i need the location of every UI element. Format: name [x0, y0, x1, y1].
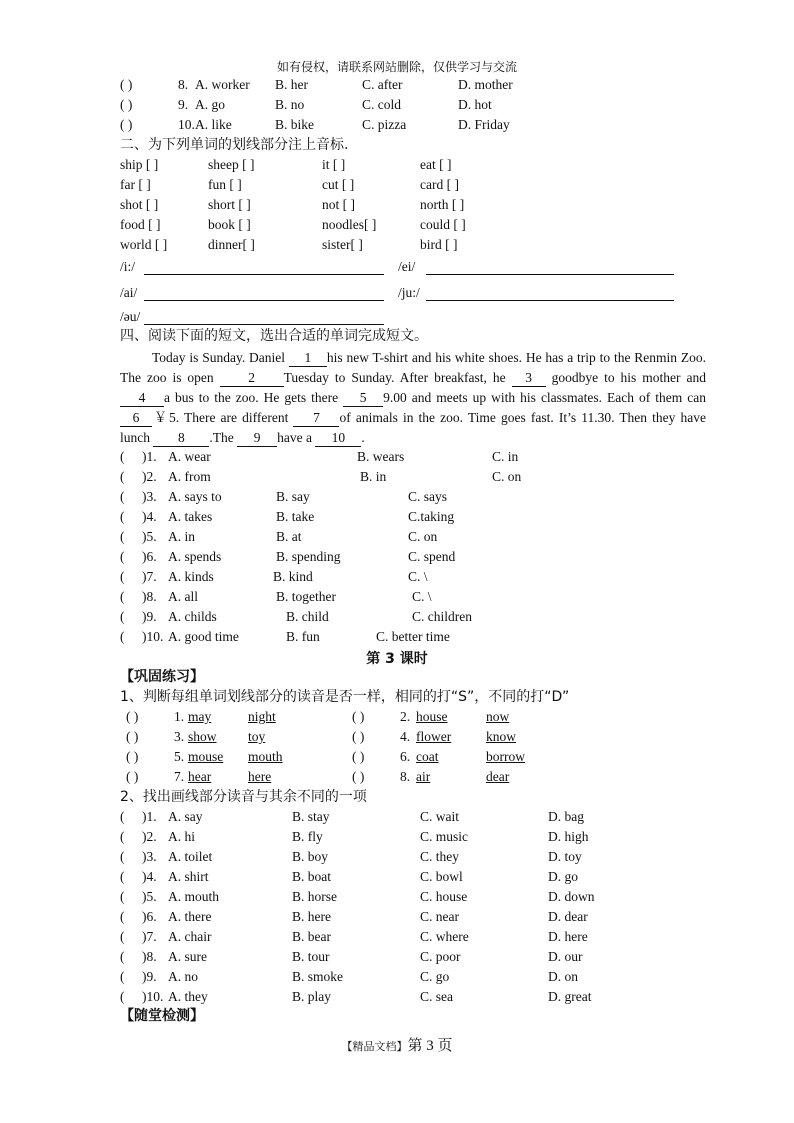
option-b: B. child — [286, 609, 329, 624]
question-number: 5. — [174, 749, 185, 764]
answer-paren: ( ) — [352, 709, 365, 724]
option-c: C. says — [408, 489, 448, 504]
answer-paren: ( ) — [352, 729, 365, 744]
check-title: 【随堂检测】 — [120, 1008, 204, 1024]
answer-paren: ( — [120, 609, 125, 624]
pair-row — [126, 728, 546, 746]
cloze-passage — [120, 348, 706, 448]
option-a: A. they — [168, 989, 208, 1004]
option-c: C. \ — [412, 589, 432, 604]
option-d: D. here — [548, 929, 588, 944]
option-b: B. bear — [292, 929, 331, 944]
question-number: )7. — [142, 569, 157, 584]
question-number: 10. — [178, 117, 195, 132]
question-number: )1. — [142, 449, 157, 464]
ipa-label: /ai/ — [120, 285, 138, 300]
passage-blank: 6 — [120, 410, 152, 427]
question-number: 8. — [400, 769, 411, 784]
option-c: C. children — [412, 609, 472, 624]
passage-text: . — [361, 430, 365, 445]
option-b: B. at — [276, 529, 302, 544]
word-underlined: house — [416, 709, 448, 724]
word-item: eat [ ] — [420, 157, 452, 172]
option-b: B. tour — [292, 949, 330, 964]
option-d: D. on — [548, 969, 578, 984]
answer-paren: ( — [120, 549, 125, 564]
option-d: D. high — [548, 829, 589, 844]
answer-line — [144, 300, 384, 301]
word-item: not [ ] — [322, 197, 355, 212]
odd-row — [120, 868, 610, 886]
odd-row — [120, 848, 610, 866]
question-number: )9. — [142, 969, 157, 984]
passage-blank: 7 — [293, 410, 339, 427]
ipa-row — [120, 285, 710, 303]
question-number: )5. — [142, 529, 157, 544]
option-a: A. from — [168, 469, 211, 484]
option-b: B. horse — [292, 889, 337, 904]
answer-paren: ( ) — [352, 769, 365, 784]
passage-blank: 3 — [512, 370, 546, 387]
option-d: D. down — [548, 889, 595, 904]
word-underlined: mouth — [248, 749, 283, 764]
answer-paren: ( — [120, 909, 125, 924]
cloze-row — [120, 628, 560, 646]
passage-text: goodbye to his mother and — [551, 370, 707, 385]
option-c: C. they — [420, 849, 459, 864]
cloze-row — [120, 568, 560, 586]
answer-paren: ( ) — [126, 749, 139, 764]
answer-paren: ( ) — [352, 749, 365, 764]
option-d: D. bag — [548, 809, 584, 824]
word-item: it [ ] — [322, 157, 346, 172]
ipa-row — [120, 309, 710, 327]
odd-row — [120, 928, 610, 946]
question-number: )4. — [142, 869, 157, 884]
answer-paren: ( — [120, 529, 125, 544]
option-c: C. better time — [376, 629, 450, 644]
option-a: A. shirt — [168, 869, 209, 884]
option-a: A. worker — [195, 77, 250, 92]
part-2-title: 2、找出画线部分读音与其余不同的一项 — [120, 789, 367, 805]
option-b: B. bike — [275, 117, 314, 132]
option-a: A. good time — [168, 629, 239, 644]
answer-paren: ( — [120, 589, 125, 604]
word-underlined: mouse — [188, 749, 224, 764]
word-underlined: hear — [188, 769, 212, 784]
answer-line — [144, 274, 384, 275]
option-a: A. mouth — [168, 889, 220, 904]
word-underlined: flower — [416, 729, 452, 744]
option-c: C. pizza — [362, 117, 407, 132]
option-c: C. wait — [420, 809, 459, 824]
question-number: 7. — [174, 769, 185, 784]
option-d: D. dear — [548, 909, 588, 924]
option-a: A. say — [168, 809, 203, 824]
option-c: C. on — [408, 529, 438, 544]
answer-paren: ( — [120, 869, 125, 884]
word-item: short [ ] — [208, 197, 251, 212]
question-number: )9. — [142, 609, 157, 624]
word-item: bird [ ] — [420, 237, 458, 252]
question-number: )2. — [142, 829, 157, 844]
option-b: B. stay — [292, 809, 330, 824]
word-item: could [ ] — [420, 217, 466, 232]
option-b: B. say — [276, 489, 310, 504]
word-item: ship [ ] — [120, 157, 159, 172]
option-c: C. bowl — [420, 869, 463, 884]
cloze-row — [120, 488, 560, 506]
answer-line — [426, 300, 674, 301]
answer-paren: ( — [120, 929, 125, 944]
option-a: A. takes — [168, 509, 213, 524]
option-a: A. childs — [168, 609, 217, 624]
question-number: 4. — [400, 729, 411, 744]
ipa-label: /i:/ — [120, 259, 136, 274]
option-b: B. boy — [292, 849, 329, 864]
choice-row — [120, 76, 640, 94]
question-number: 6. — [400, 749, 411, 764]
answer-paren: ( ) — [120, 77, 133, 92]
word-underlined: may — [188, 709, 212, 724]
word-item: book [ ] — [208, 217, 251, 232]
odd-row — [120, 828, 610, 846]
option-b: B. in — [360, 469, 387, 484]
option-c: C.taking — [408, 509, 455, 524]
option-c: C. go — [420, 969, 450, 984]
question-number: )10. — [142, 629, 164, 644]
option-c: C. spend — [408, 549, 456, 564]
option-a: A. no — [168, 969, 198, 984]
word-row — [120, 156, 540, 174]
section-2-title: 二、为下列单词的划线部分注上音标. — [120, 137, 349, 153]
word-row — [120, 216, 540, 234]
question-number: )1. — [142, 809, 157, 824]
consolidate-title: 【巩固练习】 — [120, 669, 204, 685]
section-4-title: 四、阅读下面的短文，选出合适的单词完成短文。 — [120, 328, 428, 344]
word-underlined: coat — [416, 749, 439, 764]
option-b: B. here — [292, 909, 331, 924]
word-item: sister[ ] — [322, 237, 363, 252]
question-number: )6. — [142, 549, 157, 564]
word-item: cut [ ] — [322, 177, 355, 192]
cloze-row — [120, 508, 560, 526]
word-row — [120, 196, 540, 214]
answer-paren: ( ) — [126, 709, 139, 724]
question-number: )10. — [142, 989, 164, 1004]
passage-text: a bus to the zoo. He gets there — [164, 390, 339, 405]
word-row — [120, 176, 540, 194]
answer-paren: ( — [120, 949, 125, 964]
answer-paren: ( — [120, 569, 125, 584]
word-item: noodles[ ] — [322, 217, 377, 232]
word-underlined: air — [416, 769, 431, 784]
word-item: fun [ ] — [208, 177, 242, 192]
word-underlined: dear — [486, 769, 510, 784]
ipa-label: /əu/ — [120, 309, 141, 324]
choice-row — [120, 96, 640, 114]
option-b: B. boat — [292, 869, 331, 884]
option-c: C. house — [420, 889, 468, 904]
answer-paren: ( — [120, 969, 125, 984]
lesson-title: 第 3 课时 — [366, 651, 428, 667]
question-number: )5. — [142, 889, 157, 904]
option-d: D. toy — [548, 849, 582, 864]
answer-paren: ( — [120, 509, 125, 524]
option-b: B. play — [292, 989, 331, 1004]
footer-tag: 【精品文档】 — [341, 1040, 408, 1053]
option-d: D. go — [548, 869, 578, 884]
answer-paren: ( ) — [120, 117, 133, 132]
passage-blank: 10 — [315, 430, 361, 447]
option-d: D. mother — [458, 77, 513, 92]
question-number: )8. — [142, 949, 157, 964]
passage-text: .The — [209, 430, 234, 445]
answer-paren: ( ) — [126, 769, 139, 784]
ipa-label: /ju:/ — [398, 285, 420, 300]
passage-text: 9.00 and meets up with his classmates. Each of them can — [383, 390, 706, 405]
question-number: 1. — [174, 709, 185, 724]
option-d: D. great — [548, 989, 592, 1004]
option-a: A. like — [195, 117, 232, 132]
option-b: B. fun — [286, 629, 320, 644]
answer-paren: ( ) — [126, 729, 139, 744]
answer-paren: ( — [120, 989, 125, 1004]
passage-text: have a — [277, 430, 312, 445]
answer-paren: ( — [120, 469, 125, 484]
answer-paren: ( ) — [120, 97, 133, 112]
footer-page-number: 第 3 页 — [407, 1038, 453, 1054]
word-row — [120, 236, 540, 254]
passage-blank: 8 — [153, 430, 209, 447]
option-a: A. in — [168, 529, 195, 544]
ipa-label: /ei/ — [398, 259, 416, 274]
answer-paren: ( — [120, 829, 125, 844]
word-underlined: now — [486, 709, 510, 724]
passage-blank: 5 — [343, 390, 383, 407]
option-b: B. fly — [292, 829, 323, 844]
option-b: B. her — [275, 77, 308, 92]
answer-paren: ( — [120, 489, 125, 504]
question-number: )6. — [142, 909, 157, 924]
option-b: B. take — [276, 509, 315, 524]
part-1-title: 1、判断每组单词划线部分的读音是否一样，相同的打“S”，不同的打“D” — [120, 689, 570, 705]
question-number: )3. — [142, 849, 157, 864]
passage-blank: 1 — [289, 350, 327, 367]
question-number: )8. — [142, 589, 157, 604]
passage-text: Today is Sunday. Daniel — [152, 350, 286, 365]
word-item: dinner[ ] — [208, 237, 255, 252]
option-a: A. go — [195, 97, 225, 112]
answer-line — [144, 324, 384, 325]
option-a: A. there — [168, 909, 212, 924]
page-header: 如有侵权，请联系网站删除，仅供学习与交流 — [276, 60, 517, 74]
option-b: B. no — [275, 97, 305, 112]
passage-blank: 4 — [120, 390, 164, 407]
pair-row — [126, 748, 546, 766]
word-item: food [ ] — [120, 217, 161, 232]
pair-row — [126, 768, 546, 786]
option-a: A. all — [168, 589, 198, 604]
option-a: A. sure — [168, 949, 207, 964]
option-b: B. together — [276, 589, 336, 604]
answer-paren: ( — [120, 449, 125, 464]
odd-row — [120, 888, 610, 906]
ipa-row — [120, 259, 710, 277]
option-c: C. sea — [420, 989, 453, 1004]
answer-paren: ( — [120, 849, 125, 864]
cloze-row — [120, 528, 560, 546]
odd-row — [120, 808, 610, 826]
answer-paren: ( — [120, 629, 125, 644]
question-number: 9. — [178, 97, 189, 112]
word-underlined: show — [188, 729, 217, 744]
option-c: C. \ — [408, 569, 428, 584]
answer-paren: ( — [120, 889, 125, 904]
word-item: far [ ] — [120, 177, 151, 192]
option-d: D. our — [548, 949, 583, 964]
word-underlined: here — [248, 769, 272, 784]
option-a: A. kinds — [168, 569, 214, 584]
option-b: B. spending — [276, 549, 341, 564]
option-b: B. kind — [273, 569, 313, 584]
cloze-row — [120, 468, 560, 486]
word-item: world [ ] — [120, 237, 168, 252]
passage-blank: 2 — [220, 370, 284, 387]
choice-row — [120, 116, 640, 134]
option-c: C. in — [492, 449, 519, 464]
cloze-row — [120, 588, 560, 606]
question-number: )7. — [142, 929, 157, 944]
pair-row — [126, 708, 546, 726]
word-item: sheep [ ] — [208, 157, 255, 172]
passage-text: his new T-shirt and his white shoes. He has a trip to the Renmin Zoo. The zoo is open — [120, 350, 706, 385]
odd-row — [120, 988, 610, 1006]
question-number: )3. — [142, 489, 157, 504]
word-underlined: know — [486, 729, 516, 744]
option-a: A. spends — [168, 549, 222, 564]
word-underlined: night — [248, 709, 276, 724]
option-a: A. says to — [168, 489, 222, 504]
passage-text: ￥5. There are different — [152, 410, 289, 425]
option-c: C. poor — [420, 949, 461, 964]
option-c: C. on — [492, 469, 522, 484]
odd-row — [120, 948, 610, 966]
option-a: A. hi — [168, 829, 195, 844]
option-c: C. music — [420, 829, 469, 844]
option-c: C. cold — [362, 97, 401, 112]
word-underlined: toy — [248, 729, 266, 744]
word-item: north [ ] — [420, 197, 465, 212]
question-number: 8. — [178, 77, 189, 92]
question-number: )2. — [142, 469, 157, 484]
option-c: C. after — [362, 77, 403, 92]
passage-blank: 9 — [237, 430, 277, 447]
option-a: A. chair — [168, 929, 212, 944]
option-c: C. near — [420, 909, 459, 924]
passage-text: of animals in the zoo. Time goes fast. It’s 11.30. Then they have lunch — [120, 410, 706, 445]
odd-row — [120, 908, 610, 926]
answer-line — [426, 274, 674, 275]
option-b: B. wears — [357, 449, 405, 464]
page-footer — [0, 1034, 794, 1055]
cloze-row — [120, 448, 560, 466]
odd-row — [120, 968, 610, 986]
option-d: D. Friday — [458, 117, 510, 132]
option-c: C. where — [420, 929, 469, 944]
option-d: D. hot — [458, 97, 492, 112]
option-a: A. wear — [168, 449, 211, 464]
option-a: A. toilet — [168, 849, 213, 864]
word-item: card [ ] — [420, 177, 459, 192]
cloze-row — [120, 548, 560, 566]
word-item: shot [ ] — [120, 197, 159, 212]
option-b: B. smoke — [292, 969, 344, 984]
answer-paren: ( — [120, 809, 125, 824]
question-number: )4. — [142, 509, 157, 524]
word-underlined: borrow — [486, 749, 525, 764]
cloze-row — [120, 608, 560, 626]
question-number: 2. — [400, 709, 411, 724]
question-number: 3. — [174, 729, 185, 744]
passage-text: Tuesday to Sunday. After breakfast, he — [283, 370, 506, 385]
